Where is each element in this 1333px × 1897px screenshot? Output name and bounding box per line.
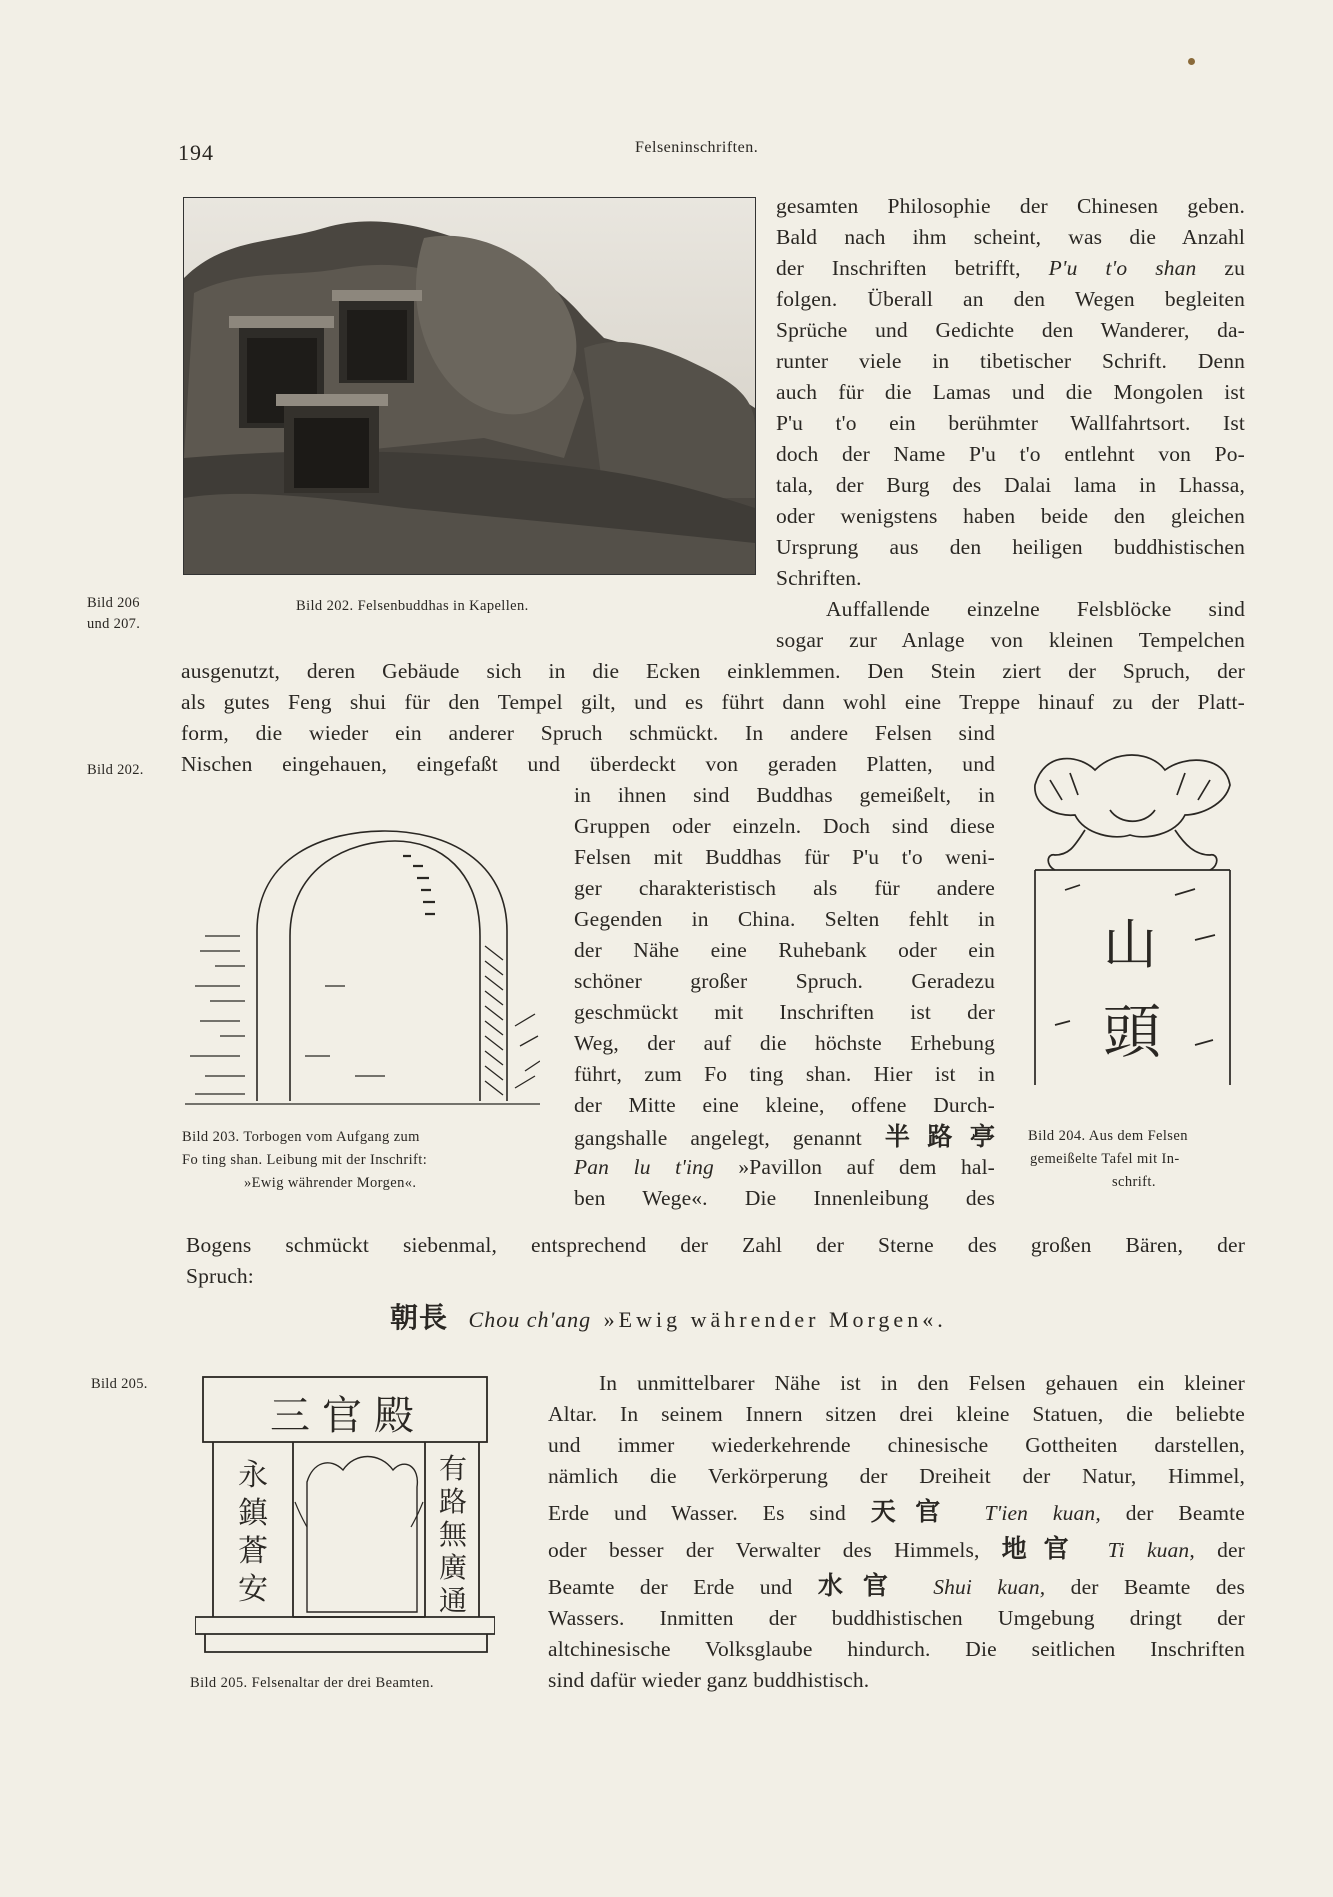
text-segment: der Inschriften betrifft, — [776, 256, 1021, 280]
motto-translation: »Ewig währender Morgen«. — [603, 1307, 947, 1332]
text-line: der Nähe eine Ruhebank oder ein — [574, 938, 995, 962]
text-line — [776, 253, 1245, 284]
cjk-shui-kuan: 水官 — [817, 1571, 908, 1600]
text-segment: der — [1217, 1538, 1245, 1562]
text-segment: gangshalle angelegt, genannt — [574, 1126, 862, 1150]
text-line: Gruppen oder einzeln. Doch sind diese — [574, 814, 995, 838]
text-line: gesamten Philosophie der Chinesen geben. — [776, 194, 1245, 218]
text-line: nämlich die Verkörperung der Dreiheit der Natur, Himmel, — [548, 1464, 1245, 1488]
italic-term: Shui kuan, — [933, 1575, 1046, 1599]
caption-bild-203-line3: »Ewig währender Morgen«. — [244, 1175, 417, 1191]
italic-term: P'u t'o shan — [1048, 256, 1197, 280]
cjk-chou-chang: 朝長 — [390, 1301, 449, 1334]
margin-note-und-207: und 207. — [87, 616, 141, 632]
italic-term: T'ien kuan, — [984, 1501, 1101, 1525]
text-line — [548, 1496, 1245, 1529]
text-segment: oder besser der Verwalter des Himmels, — [548, 1538, 980, 1562]
text-line: form, die wieder ein anderer Spruch schmückt. In andere Felsen sind — [181, 721, 995, 745]
altar-title-inscription: 三官殿 — [270, 1393, 426, 1439]
text-line — [548, 1570, 1245, 1603]
tablet-char: 頭 — [1103, 998, 1162, 1066]
altar-left-inscription: 永鎮蒼安 — [238, 1458, 268, 1607]
text-line: Schriften. — [776, 566, 862, 590]
caption-bild-204-line2: gemeißelte Tafel mit In- — [1030, 1151, 1180, 1167]
text-line: der Mitte eine kleine, offene Durch- — [574, 1093, 995, 1117]
text-line: Auffallende einzelne Felsblöcke sind — [826, 597, 1245, 621]
caption-bild-203-line2: Fo ting shan. Leibung mit der Inschrift: — [182, 1152, 428, 1168]
running-title: Felseninschriften. — [635, 139, 759, 156]
text-line: doch der Name P'u t'o entlehnt von Po- — [776, 442, 1245, 466]
caption-bild-204-line1: Bild 204. Aus dem Felsen — [1028, 1128, 1188, 1144]
margin-note-bild-206: Bild 206 — [87, 595, 140, 611]
text-line: folgen. Überall an den Wegen begleiten — [776, 287, 1245, 311]
motto-transliteration: Chou ch'ang — [468, 1307, 592, 1332]
text-line: Gegenden in China. Selten fehlt in — [574, 907, 995, 931]
text-line: tala, der Burg des Dalai lama in Lhassa, — [776, 473, 1245, 497]
text-line: ger charakteristisch als für andere — [574, 876, 995, 900]
text-line: und immer wiederkehrende chinesische Gottheiten darstellen, — [548, 1433, 1245, 1457]
text-line: runter viele in tibetischer Schrift. Denn — [776, 349, 1245, 373]
text-line: sind dafür wieder ganz buddhistisch. — [548, 1668, 870, 1692]
text-segment: Beamte der Erde und — [548, 1575, 793, 1599]
text-line: Felsen mit Buddhas für P'u t'o weni- — [574, 845, 995, 869]
page-number: 194 — [178, 140, 214, 165]
text-line: Sprüche und Gedichte den Wanderer, da- — [776, 318, 1245, 342]
text-line — [574, 1121, 995, 1154]
caption-bild-204-line3: schrift. — [1112, 1174, 1156, 1190]
text-line: geschmückt mit Inschriften ist der — [574, 1000, 995, 1024]
drawing-bild-203-archway — [185, 826, 540, 1116]
text-line: in ihnen sind Buddhas gemeißelt, in — [574, 783, 995, 807]
text-line: als gutes Feng shui für den Tempel gilt, und es führt dann wohl eine Treppe hinauf zu der Platt- — [181, 690, 1245, 714]
text-line: Weg, der auf die höchste Erhebung — [574, 1031, 995, 1055]
text-line: Ursprung aus den heiligen buddhistischen — [776, 535, 1245, 559]
italic-term: Pan lu t'ing — [574, 1155, 714, 1179]
text-line: In unmittelbarer Nähe ist in den Felsen gehauen ein kleiner — [599, 1371, 1245, 1395]
caption-bild-202: Bild 202. Felsenbuddhas in Kapellen. — [296, 598, 529, 614]
text-line: auch für die Lamas und die Mongolen ist — [776, 380, 1245, 404]
margin-note-bild-205: Bild 205. — [91, 1376, 148, 1392]
text-line: Wassers. Inmitten der buddhistischen Umgebung dringt der — [548, 1606, 1245, 1630]
cjk-tien-kuan: 天官 — [870, 1497, 960, 1526]
text-segment: »Pavillon auf dem hal- — [738, 1155, 995, 1179]
text-line: Nischen eingehauen, eingefaßt und überdeckt von geraden Platten, und — [181, 752, 995, 776]
text-segment: Erde und Wasser. Es sind — [548, 1501, 846, 1525]
text-line: ausgenutzt, deren Gebäude sich in die Ecken einklemmen. Den Stein ziert der Spruch, der — [181, 659, 1245, 683]
text-line — [574, 1152, 995, 1183]
caption-bild-205: Bild 205. Felsenaltar der drei Beamten. — [190, 1675, 434, 1691]
text-line: Altar. In seinem Innern sitzen drei kleine Statuen, die beliebte — [548, 1402, 1245, 1426]
text-line: Spruch: — [186, 1264, 254, 1288]
text-line: ben Wege«. Die Innenleibung des — [574, 1186, 995, 1210]
cjk-ti-kuan: 地官 — [1001, 1534, 1086, 1563]
text-segment: der Beamte des — [1070, 1575, 1245, 1599]
text-line: führt, zum Fo ting shan. Hier ist in — [574, 1062, 995, 1086]
text-line: P'u t'o ein berühmter Wallfahrtsort. Ist — [776, 411, 1245, 435]
margin-note-bild-202: Bild 202. — [87, 762, 144, 778]
ink-spot — [1188, 58, 1195, 65]
text-line: oder wenigstens haben beide den gleichen — [776, 504, 1245, 528]
text-segment: zu — [1224, 256, 1245, 280]
altar-right-inscription: 有路無廣通 — [438, 1452, 467, 1617]
text-line: Bald nach ihm scheint, was die Anzahl — [776, 225, 1245, 249]
text-line: schöner großer Spruch. Geradezu — [574, 969, 995, 993]
drawing-bild-204-tablet — [1025, 745, 1240, 1110]
text-segment: der Beamte — [1125, 1501, 1245, 1525]
italic-term: Ti kuan, — [1107, 1538, 1195, 1562]
drawing-bild-205-altar — [195, 1372, 495, 1657]
text-line: sogar zur Anlage von kleinen Tempelchen — [776, 628, 1245, 652]
motto-line — [390, 1296, 947, 1336]
photo-bild-202 — [183, 197, 756, 575]
text-line — [548, 1533, 1245, 1566]
cjk-pan-lu-ting: 半路亭 — [884, 1122, 996, 1151]
text-line: altchinesische Volksglaube hindurch. Die seitlichen Inschriften — [548, 1637, 1245, 1661]
tablet-char: 山 — [1103, 913, 1157, 976]
text-line: Bogens schmückt siebenmal, entsprechend der Zahl der Sterne des großen Bären, der — [186, 1233, 1245, 1257]
caption-bild-203-line1: Bild 203. Torbogen vom Aufgang zum — [182, 1129, 420, 1145]
